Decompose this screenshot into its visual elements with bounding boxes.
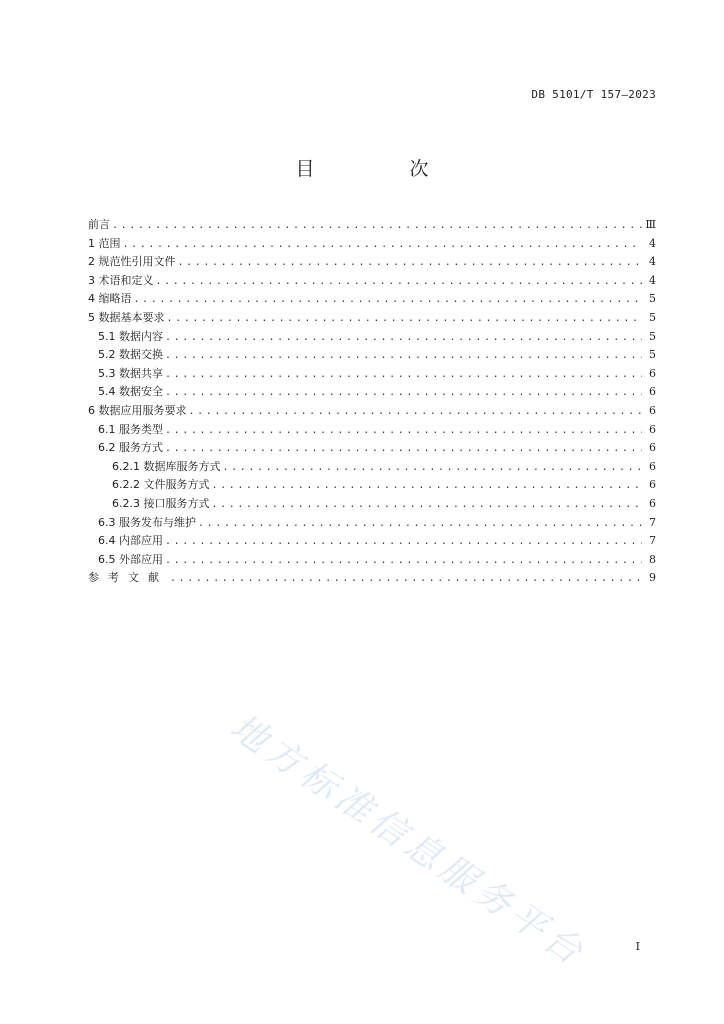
toc-leader-dots [165, 422, 642, 441]
toc-leader-dots [165, 347, 642, 366]
toc-entry-page: 6 [649, 478, 656, 492]
toc-leader-dots [189, 403, 643, 422]
toc-entry-page: 4 [649, 236, 656, 250]
toc-entry[interactable] [88, 476, 656, 495]
toc-entry[interactable] [88, 514, 656, 533]
toc-leader-dots [165, 329, 642, 348]
toc-entry[interactable] [88, 421, 656, 440]
toc-leader-dots [212, 496, 643, 515]
toc-entry[interactable] [88, 253, 656, 272]
toc-entry-label: 6 数据应用服务要求 [88, 403, 187, 417]
toc-entry[interactable] [88, 272, 656, 291]
toc-entry-label: 6.2.2 文件服务方式 [112, 478, 210, 492]
toc-entry-page: 7 [649, 534, 656, 548]
toc-entry[interactable] [88, 328, 656, 347]
toc-leader-dots [156, 273, 643, 292]
toc-entry-label: 6.4 内部应用 [98, 534, 163, 548]
toc-entry[interactable] [88, 383, 656, 402]
toc-leader-dots [165, 384, 642, 403]
toc-entry-page: 4 [649, 255, 656, 269]
page-number: I [635, 940, 640, 953]
toc-entry-page: 6 [649, 385, 656, 399]
toc-entry[interactable] [88, 458, 656, 477]
toc-entry-page: 6 [649, 422, 656, 436]
toc-entry[interactable] [88, 495, 656, 514]
toc-entry-label: 3 术语和定义 [88, 273, 154, 287]
toc-leader-dots [165, 366, 642, 385]
toc-entry-page: 6 [649, 496, 656, 510]
toc-entry-label: 6.2.1 数据库服务方式 [112, 459, 221, 473]
toc-entry[interactable] [88, 569, 656, 588]
toc-entry-page: 4 [649, 273, 656, 287]
toc-entry[interactable] [88, 439, 656, 458]
toc-entry-page: 8 [649, 552, 656, 566]
toc-entry-label: 6.3 服务发布与维护 [98, 515, 196, 529]
toc-entry-label: 5.3 数据共享 [98, 366, 163, 380]
toc-entry-page: 5 [649, 292, 656, 306]
watermark-text: 地方标准信息服务平台 [222, 706, 594, 976]
toc-leader-dots [198, 515, 642, 534]
toc-leader-dots [112, 217, 642, 236]
toc-entry-label: 5.1 数据内容 [98, 329, 163, 343]
toc-entry[interactable] [88, 235, 656, 254]
toc-leader-dots [170, 570, 642, 589]
toc-entry-label: 前言 [88, 218, 110, 231]
toc-entry-page: 7 [649, 515, 656, 529]
toc-entry[interactable] [88, 216, 656, 235]
toc-entry-page: Ⅲ [645, 218, 656, 231]
toc-entry[interactable] [88, 365, 656, 384]
toc-entry-label: 6.2 服务方式 [98, 441, 163, 455]
toc-entry-label: 2 规范性引用文件 [88, 255, 176, 269]
toc-leader-dots [123, 236, 643, 255]
toc-entry-label: 5 数据基本要求 [88, 310, 165, 324]
toc-entry-label: 4 缩略语 [88, 292, 132, 306]
toc-entry-page: 6 [649, 366, 656, 380]
toc-entry[interactable] [88, 551, 656, 570]
toc-entry-label: 6.2.3 接口服务方式 [112, 496, 210, 510]
toc-entry-label: 6.1 服务类型 [98, 422, 163, 436]
toc-leader-dots [178, 254, 643, 273]
toc-entry-label: 参考文献 [88, 571, 168, 585]
toc-entry[interactable] [88, 346, 656, 365]
toc-leader-dots [167, 310, 643, 329]
toc-entry[interactable] [88, 309, 656, 328]
toc-entry-page: 5 [649, 310, 656, 324]
toc-entry-label: 6.5 外部应用 [98, 552, 163, 566]
document-code: DB 5101/T 157—2023 [531, 88, 656, 101]
toc-entry-page: 5 [649, 329, 656, 343]
toc-entry-label: 5.4 数据安全 [98, 385, 163, 399]
page-title: 目 次 [295, 158, 467, 180]
toc-leader-dots [165, 552, 642, 571]
toc-leader-dots [134, 291, 643, 310]
toc-entry-label: 1 范围 [88, 236, 121, 250]
toc-entry[interactable] [88, 402, 656, 421]
toc-entry-page: 6 [649, 459, 656, 473]
toc-leader-dots [223, 459, 643, 478]
toc-entry-label: 5.2 数据交换 [98, 348, 163, 362]
toc-leader-dots [212, 477, 643, 496]
toc-leader-dots [165, 440, 642, 459]
toc-entry-page: 6 [649, 441, 656, 455]
toc-leader-dots [165, 533, 642, 552]
toc-entry[interactable] [88, 290, 656, 309]
toc-entry-page: 5 [649, 348, 656, 362]
toc-entry-page: 9 [649, 571, 656, 585]
toc-entry[interactable] [88, 532, 656, 551]
toc-entry-page: 6 [649, 403, 656, 417]
table-of-contents [88, 216, 656, 588]
